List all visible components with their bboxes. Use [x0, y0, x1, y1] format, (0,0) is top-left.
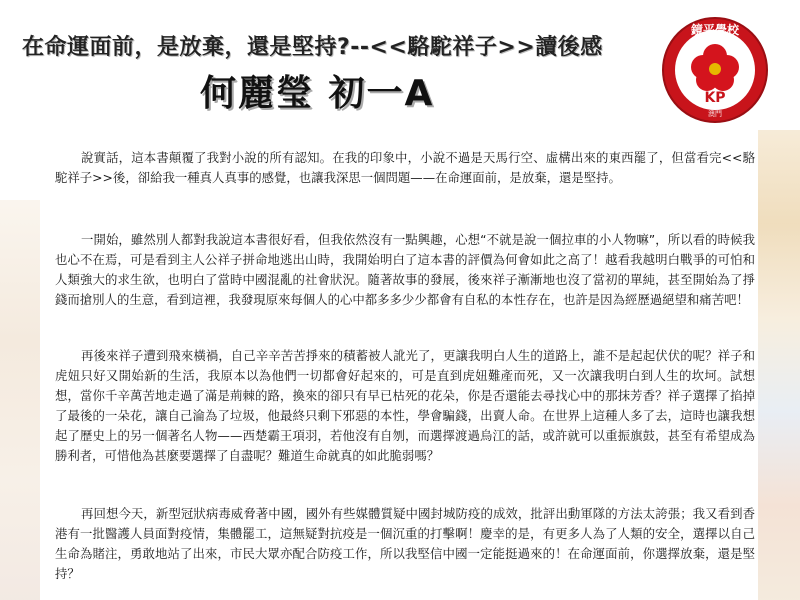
paragraph-1: 說實話，這本書顛覆了我對小說的所有認知。在我的印象中，小說不過是天馬行空、虛構出來的東西罷了，但當看完<<駱駝祥子>>後，卻給我一種真人真事的感覺，也讓我深思一個問題——在命運面前，是放棄，還是堅持。 [55, 150, 755, 185]
essay-body [55, 142, 755, 600]
paragraph-3: 再後來祥子遭到飛來橫禍，自己辛辛苦苦掙來的積蓄被人訛光了，更讓我明白人生的道路上，誰不是起起伏伏的呢？祥子和虎妞只好又開始新的生活，我原本以為他們一切都會好起來的，可是直到虎妞難產而死，又一次讓我明白到人生的坎坷。試想想，當你千辛萬苦地走過了滿是荊棘的路，換來的卻只有早已枯死的花朵，你是否還能去尋找心中的那抹芳香？祥子選擇了掐掉了最後的一朵花，讓自己淪為了垃圾，他最終只剩下邪惡的本性，學會騙錢，出賣人命。在世界上這種人多了去，這時也讓我想起了歷史上的另一個著名人物——西楚霸王項羽，若他沒有自刎，而選擇渡過烏江的話，或許就可以重振旗鼓，甚至有希望成為勝利者，可惜他為甚麼要選擇了自盡呢？難道生命就真的如此脆弱嗎？ [55, 348, 755, 463]
paragraph-4: 再回想今天，新型冠狀病毒威脅著中國，國外有些媒體質疑中國封城防疫的成效，批評出動軍隊的方法太誇張；我又看到香港有一批醫護人員面對疫情，集體罷工，這無疑對抗疫是一個沉重的打擊啊！慶幸的是，有更多人為了人類的安全，選擇以自己生命為賭注，勇敢地站了出來，市民大眾亦配合防疫工作，所以我堅信中國一定能挺過來的！在命運面前，你選擇放棄，還是堅持？ [55, 506, 755, 581]
header [0, 0, 800, 130]
logo-initials: KP [704, 90, 726, 106]
background-collage-right [758, 130, 800, 600]
paragraph-2: 一開始，雖然別人都對我說這本書很好看，但我依然沒有一點興趣，心想“不就是說一個拉車的小人物嘛”，所以看的時候我也心不在焉，可是看到主人公祥子拼命地逃出山時，我開始明白了這本書的評價為何會如此之高了！越看我越明白戰爭的可怕和人類強大的求生欲，也明白了當時中國混亂的社會狀況。隨著故事的發展，後來祥子漸漸地也沒了當初的單純，甚至開始為了掙錢而搶別人的生意，看到這裡，我發現原來每個人的心中都多多少少都會有自私的本性存在，也許是因為經歷過絕望和痛苦吧！ [55, 232, 755, 307]
school-logo [660, 12, 770, 130]
essay-title: 在命運面前，是放棄，還是堅持?--<<駱駝祥子>>讀後感 [22, 35, 603, 60]
logo-top-text: 鏡平學校 [690, 23, 740, 37]
logo-bottom-text: 澳門 [708, 110, 722, 118]
background-collage-left [0, 200, 40, 600]
author-name: 何麗瑩 初一A [200, 73, 435, 114]
